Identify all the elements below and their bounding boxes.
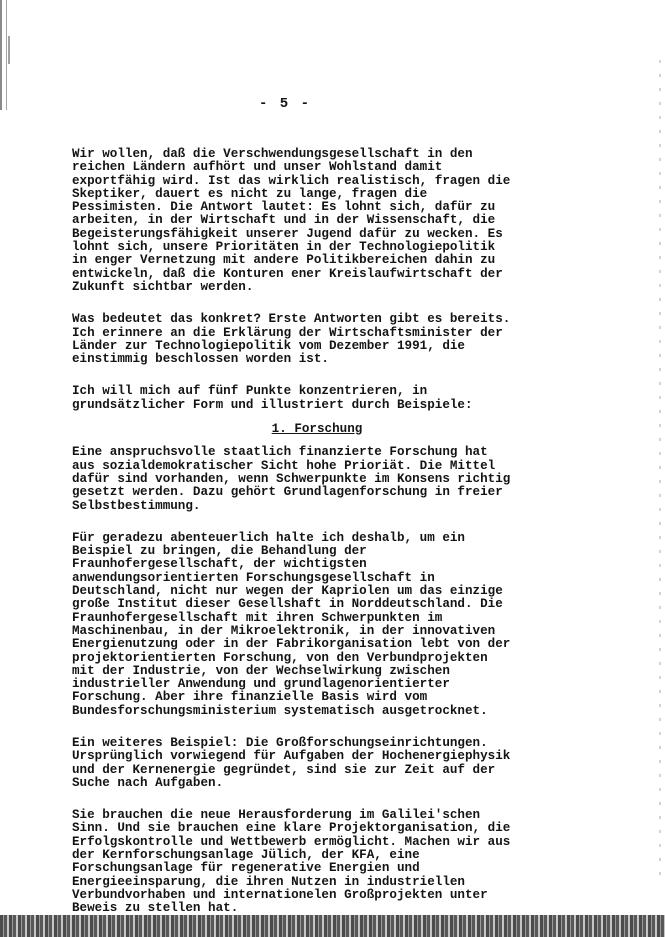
text-line: Erfolgskontrolle und Wettbewerb ermöglicht. Machen wir aus (72, 834, 511, 849)
text-line: Ich erinnere an die Erklärung der Wirtschaftsminister der (72, 325, 503, 340)
text-line: Ein weiteres Beispiel: Die Großforschungseinrichtungen. (72, 735, 488, 750)
text-line: Suche nach Aufgaben. (72, 775, 224, 790)
scan-artifact-right (659, 60, 661, 880)
paragraph (72, 532, 522, 718)
text-line: Skeptiker, dauert es nicht zu lange, fragen die (72, 186, 428, 201)
text-line: Sinn. Und sie brauchen eine klare Projektorganisation, die (72, 821, 511, 836)
text-line: einstimmig beschlossen worden ist. (72, 352, 329, 367)
text-line: arbeiten, in der Wirtschaft und in der Wissenschaft, die (72, 213, 496, 228)
text-line: Selbstbestimmung. (72, 498, 201, 513)
text-line: große Institut dieser Gesellshaft in Norddeutschland. Die (72, 597, 503, 612)
text-line: Pessimisten. Die Antwort lautet: Es lohnt sich, dafür zu (72, 200, 496, 215)
paragraphs-after-heading (72, 446, 522, 915)
text-line: Energienutzung oder in der Fabrikorganisation lebt von der (72, 637, 511, 652)
text-line: dafür sind vorhanden, wenn Schwerpunkte im Konsens richtig (72, 471, 511, 486)
paragraphs-before-heading (72, 148, 522, 412)
text-line: Fraunhofergesellschaft, der wichtigsten (72, 557, 367, 572)
text-line: Ursprünglich vorwiegend für Aufgaben der Hochenergiephysik (72, 749, 511, 764)
text-line: Bundesforschungsministerium systematisch ausgetrocknet. (72, 703, 488, 718)
text-line: Begeisterungsfähigkeit unserer Jugend dafür zu wecken. Es (72, 226, 503, 241)
paragraph (72, 446, 522, 512)
text-line: der Kernforschungsanlage Jülich, der KFA, eine (72, 848, 420, 863)
text-line: gesetzt werden. Dazu gehört Grundlagenforschung in freier (72, 485, 503, 500)
text-line: anwendungsorientierten Forschungsgesellschaft in (72, 570, 435, 585)
text-line: Was bedeutet das konkret? Erste Antworten gibt es bereits. (72, 312, 511, 327)
text-line: lohnt sich, unsere Prioritäten in der Technologiepolitik (72, 240, 496, 255)
paragraph (72, 148, 522, 294)
text-line: Beweis zu stellen hat. (72, 901, 239, 916)
text-line: entwickeln, daß die Konturen ener Kreislaufwirtschaft der (72, 266, 503, 281)
scan-artifact-bottom (0, 915, 665, 937)
page-number: - 5 - (258, 96, 311, 112)
text-line: in enger Vernetzung mit andere Politikbereichen dahin zu (72, 253, 496, 268)
paragraph (72, 809, 522, 915)
text-line: Eine anspruchsvolle staatlich finanzierte Forschung hat (72, 445, 488, 460)
text-line: exportfähig wird. Ist das wirklich realistisch, fragen die (72, 173, 511, 188)
text-line: grundsätzlicher Form und illustriert durch Beispiele: (72, 397, 473, 412)
text-line: Beispiel zu bringen, die Behandlung der (72, 544, 367, 559)
paragraph (72, 313, 522, 366)
text-line: Wir wollen, daß die Verschwendungsgesellschaft in den (72, 147, 473, 161)
scan-artifact-top (8, 36, 20, 64)
paragraph (72, 385, 522, 412)
text-line: Forschung. Aber ihre finanzielle Basis wird vom (72, 690, 428, 705)
text-line: reichen Ländern aufhört und unser Wohlstand damit (72, 160, 443, 175)
text-line: Für geradezu abenteuerlich halte ich deshalb, um ein (72, 530, 465, 545)
text-line: Länder zur Technologiepolitik vom Dezember 1991, die (72, 338, 465, 353)
text-line: projektorientierten Forschung, von den Verbundprojekten (72, 650, 488, 665)
body-text (72, 148, 522, 935)
text-line: Zukunft sichtbar werden. (72, 279, 254, 294)
text-line: mit der Industrie, von der Wechselwirkung zwischen (72, 663, 450, 678)
text-line: Forschungsanlage für regenerative Energien und (72, 861, 420, 876)
section-heading: 1. Forschung (271, 422, 363, 437)
text-line: Fraunhofergesellschaft mit ihren Schwerpunkten im (72, 610, 443, 625)
text-line: Deutschland, nicht nur wegen der Kapriolen um das einzige (72, 584, 503, 599)
text-line: Ich will mich auf fünf Punkte konzentrieren, in (72, 384, 428, 399)
text-line: Energieeinsparung, die ihren Nutzen in industriellen (72, 874, 465, 889)
text-line: aus sozialdemokratischer Sicht hohe Prioriät. Die Mittel (72, 458, 496, 473)
text-line: und der Kernenergie gegründet, sind sie zur Zeit auf der (72, 762, 496, 777)
text-line: industrieller Anwendung und grundlagenorientierter (72, 677, 450, 692)
text-line: Sie brauchen die neue Herausforderung im Galilei'schen (72, 808, 481, 823)
text-line: Maschinenbau, in der Mikroelektronik, in der innovativen (72, 623, 496, 638)
text-line: Verbundvorhaben und internationelen Großprojekten unter (72, 887, 488, 902)
paragraph (72, 737, 522, 790)
